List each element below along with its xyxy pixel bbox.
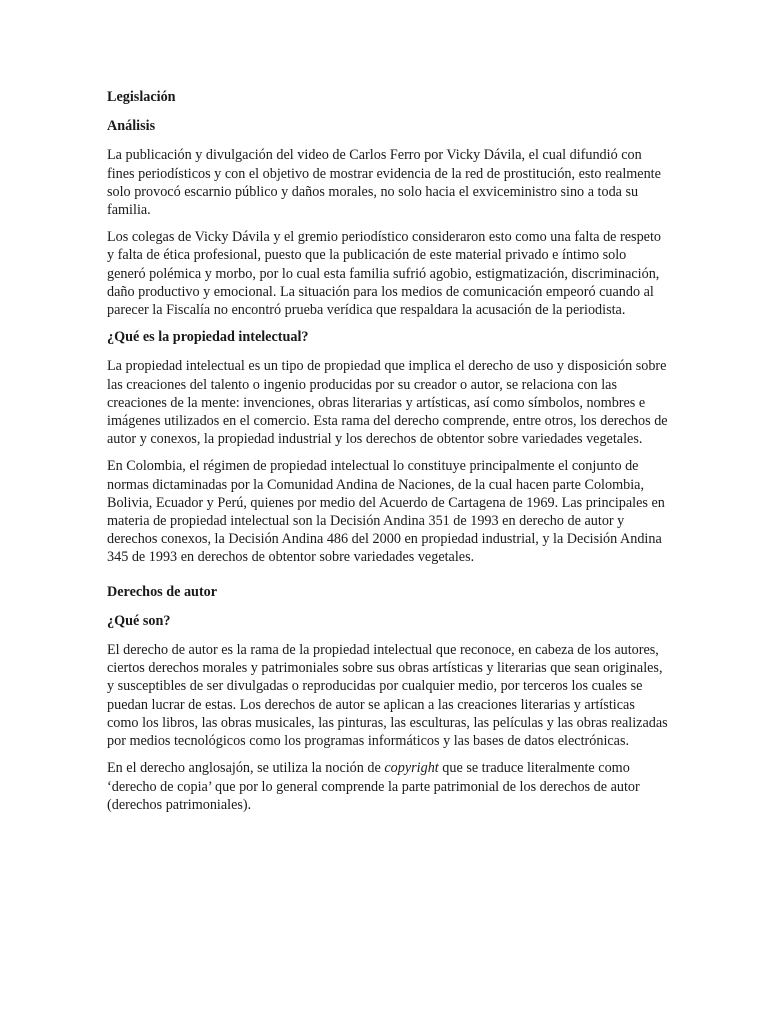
paragraph-derechos-2-start: En el derecho anglosajón, se utiliza la noción de — [107, 760, 385, 777]
heading-derechos-de-autor: Derechos de autor — [107, 583, 218, 600]
copyright-term: copyright — [384, 760, 439, 777]
heading-analisis: Análisis — [107, 118, 156, 135]
heading-legislacion: Legislación — [107, 89, 176, 105]
paragraph-analisis-2: Los colegas de Vicky Dávila y el gremio periodístico consideraron esto como una falta de respeto y falta de ética profesional, puesto que la publicación de este material privado e íntimo solo generó polémica y morbo, por lo cual esta familia sufrió agobio, estigmatización, discriminación, daño productivo y emocional. La situación para los medios de comunicación empeoró cuando al parecer la Fiscalía no encontró prueba verídica que respaldara la acusación de la periodista. — [107, 229, 661, 319]
paragraph-propiedad-1: La propiedad intelectual es un tipo de propiedad que implica el derecho de uso y disposición sobre las creaciones del talento o ingenio producidas por su creador o autor, se relaciona con las creaciones de la mente: invenciones, obras literarias y artísticas, así como símbolos, nombres e imágenes utilizados en el comercio. Esta rama del derecho comprende, entre otros, los derechos de autor y conexos, la propiedad industrial y los derechos de obtentor sobre variedades vegetales. — [107, 358, 668, 448]
paragraph-propiedad-2: En Colombia, el régimen de propiedad intelectual lo constituye principalmente el conjunto de normas dictaminadas por la Comunidad Andina de Naciones, de la cual hacen parte Colombia, Bolivia, Ecuador y Perú, quienes por medio del Acuerdo de Cartagena de 1969. Las principales en materia de propiedad intelectual son la Decisión Andina 351 de 1993 en derecho de autor y derechos conexos, la Decisión Andina 486 del 2000 en propiedad industrial, y la Decisión Andina 345 de 1993 en derechos de obtentor sobre variedades vegetales. — [107, 458, 665, 566]
paragraph-derechos-1: El derecho de autor es la rama de la propiedad intelectual que reconoce, en cabeza de los autores, ciertos derechos morales y patrimoniales sobre sus obras artísticas y literarias que sean originales, y susceptibles de ser divulgadas o reproducidas por cualquier medio, por terceros los cuales se puedan lucrar de estas. Los derechos de autor se aplican a las creaciones literarias y artísticas como los libros, las obras musicales, las pinturas, las esculturas, las películas y las obras realizadas por medios tecnológicos como los programas informáticos y las bases de datos electrónicas. — [107, 642, 668, 750]
heading-que-son: ¿Qué son? — [107, 612, 171, 629]
heading-propiedad-intelectual: ¿Qué es la propiedad intelectual? — [107, 329, 309, 346]
paragraph-derechos-2 — [107, 759, 668, 814]
paragraph-analisis-1: La publicación y divulgación del video de Carlos Ferro por Vicky Dávila, el cual difundió con fines periodísticos y con el objetivo de mostrar evidencia de la red de prostitución, esto realmente solo provocó escarnio público y daños morales, no solo hacia el exviceministro sino a toda su familia. — [107, 147, 661, 219]
paragraph-derechos-2-end: que se traduce literalmente como ‘derecho de copia’ que por lo general comprende la parte patrimonial de los derechos de autor (derechos patrimoniales). — [107, 760, 640, 813]
